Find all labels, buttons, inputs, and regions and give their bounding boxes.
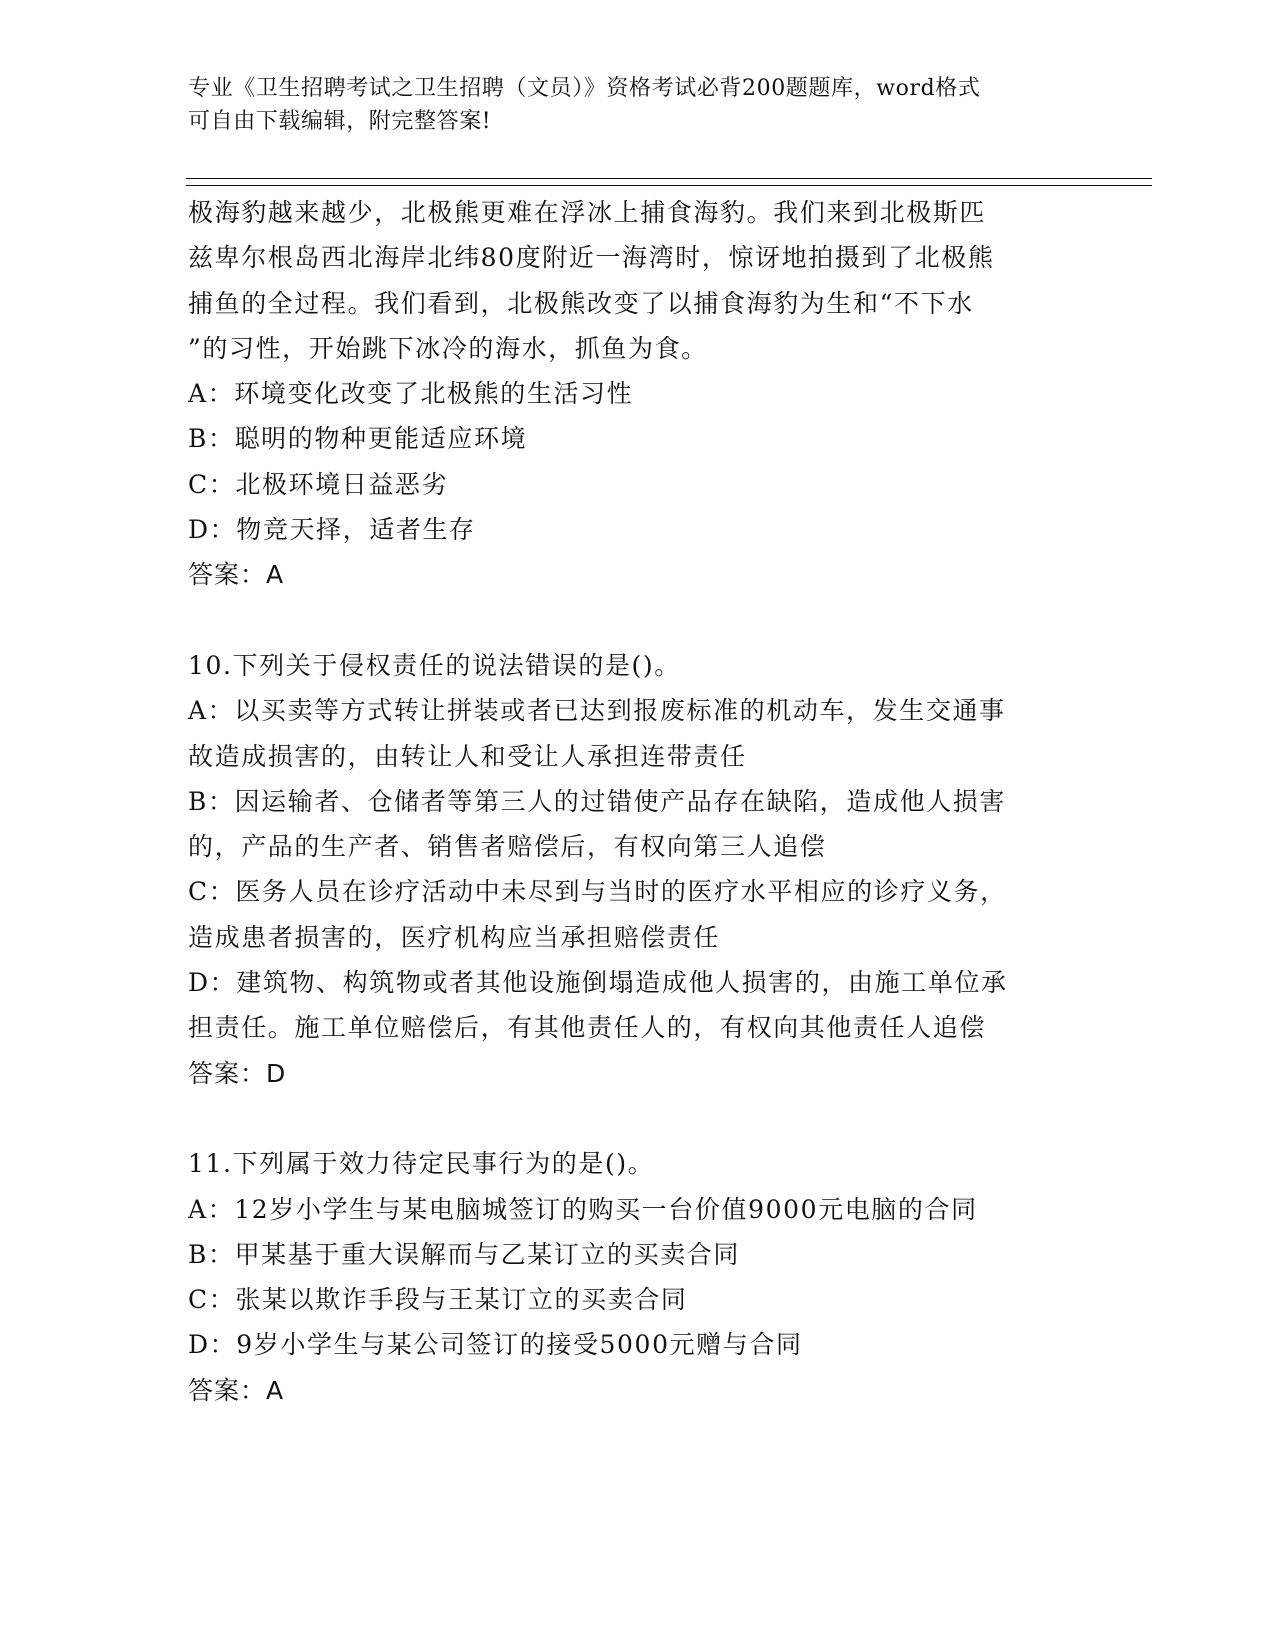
question-9 [188,190,1108,598]
question-11 [188,1141,1108,1413]
question-10-option-line: 造成患者损害的，医疗机构应当承担赔偿责任 [188,922,721,952]
question-9-stem-line: 捕鱼的全过程。我们看到，北极熊改变了以捕食海豹为生和“不下水 [188,288,974,318]
question-10-option-line: 的，产品的生产者、销售者赔偿后，有权向第三人追偿 [188,832,827,862]
question-10-option-line: D：建筑物、构筑物或者其他设施倒塌造成他人损害的，由施工单位承 [188,968,1008,998]
question-11-answer: 答案：A [188,1375,285,1405]
question-10-option-line: C：医务人员在诊疗活动中未尽到与当时的医疗水平相应的诊疗义务， [188,877,1007,907]
question-9-option-c: C：北极环境日益恶劣 [188,469,449,499]
question-11-option-d: D：9岁小学生与某公司签订的接受5000元赠与合同 [188,1330,803,1360]
question-9-stem-line: 极海豹越来越少，北极熊更难在浮冰上捕食海豹。我们来到北极斯匹 [188,198,987,227]
question-11-stem: 11.下列属于效力待定民事行为的是()。 [188,1149,655,1179]
question-9-option-a: A：环境变化改变了北极熊的生活习性 [188,379,634,409]
header-divider [186,178,1152,186]
question-11-option-c: C：张某以欺诈手段与王某订立的买卖合同 [188,1285,688,1315]
header-title-line-1: 专业《卫生招聘考试之卫生招聘（文员）》资格考试必背200题题库，word格式 [188,76,981,101]
question-content [188,190,1108,1413]
page-header [188,72,1068,138]
spacer [188,598,1108,643]
question-11-option-a: A：12岁小学生与某电脑城签订的购买一台价值9000元电脑的合同 [188,1194,978,1224]
question-9-stem-line: 兹卑尔根岛西北海岸北纬80度附近一海湾时，惊讶地拍摄到了北极熊 [188,243,995,273]
question-10-option-line: A：以买卖等方式转让拼装或者已达到报废标准的机动车，发生交通事 [188,696,1006,726]
question-10-option-line: 担责任。施工单位赔偿后，有其他责任人的，有权向其他责任人追偿 [188,1013,987,1043]
question-10 [188,643,1108,1096]
question-10-option-line: B：因运输者、仓储者等第三人的过错使产品存在缺陷，造成他人损害 [188,786,1006,816]
question-9-option-b: B：聪明的物种更能适应环境 [188,424,528,454]
question-9-answer: 答案：A [188,560,285,590]
question-10-answer: 答案：D [188,1058,287,1088]
question-11-option-b: B：甲某基于重大误解而与乙某订立的买卖合同 [188,1239,740,1269]
question-9-stem-line: ”的习性，开始跳下冰冷的海水，抓鱼为食。 [188,333,708,363]
question-10-stem: 10.下列关于侵权责任的说法错误的是()。 [188,650,681,680]
question-10-option-line: 故造成损害的，由转让人和受让人承担连带责任 [188,741,747,771]
question-9-option-d: D：物竞天择，适者生存 [188,515,476,545]
spacer [188,1096,1108,1141]
header-title-line-2: 可自由下载编辑，附完整答案! [188,109,492,134]
